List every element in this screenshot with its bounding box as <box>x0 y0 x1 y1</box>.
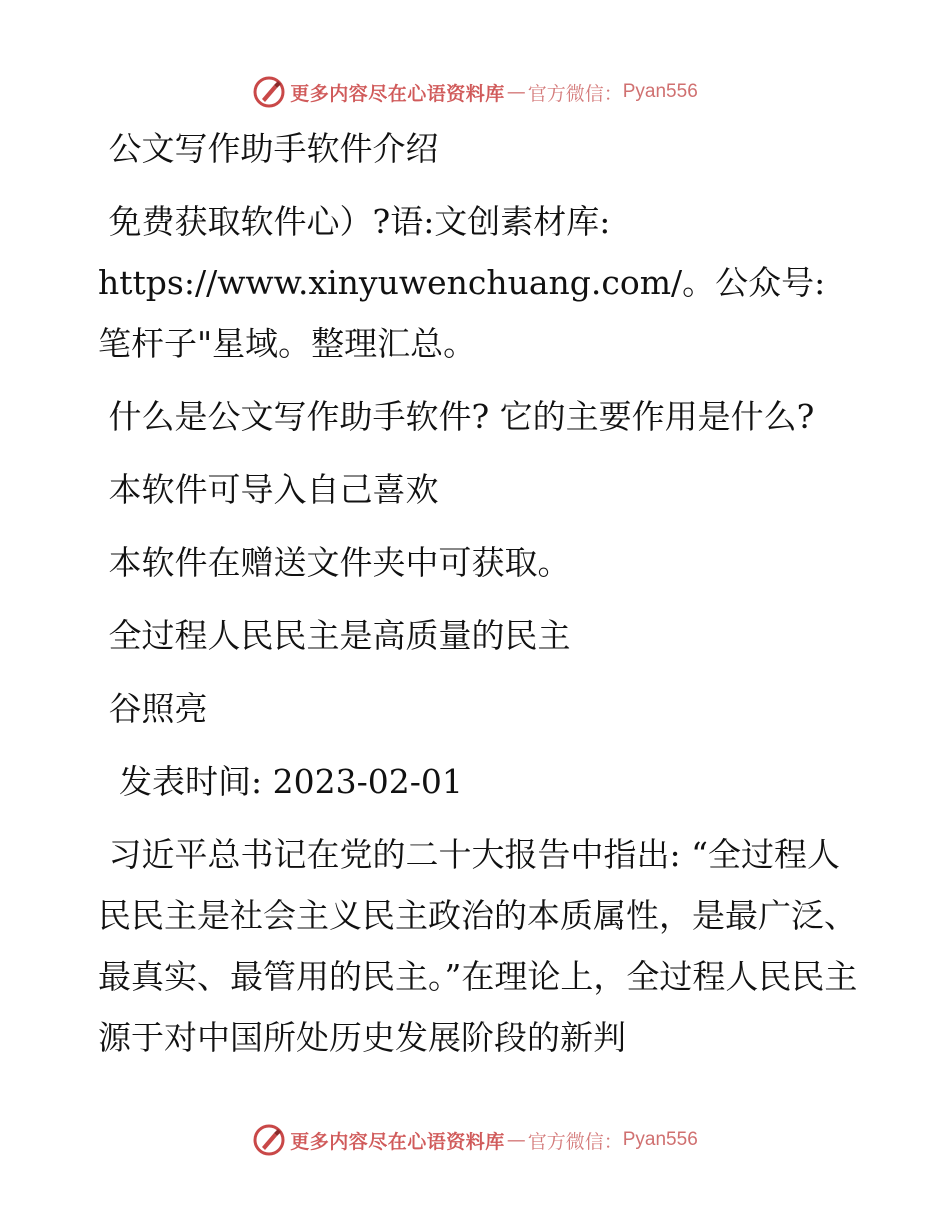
paragraph-question: 什么是公文写作助手软件? 它的主要作用是什么? <box>98 397 815 436</box>
banner-wechat-id: Pyan556 <box>622 1129 698 1150</box>
pen-logo-icon <box>252 75 286 109</box>
banner-dash: — <box>506 1129 526 1151</box>
banner-wechat-label: 官方微信： <box>527 1130 623 1153</box>
article-body-paragraph: 习近平总书记在党的二十大报告中指出: “全过程人民民主是社会主义民主政治的本质属性，是最广泛、最真实、最管用的民主。”在理论上，全过程人民民主源于对中国所处历史发展阶段的新判 <box>98 835 858 1057</box>
paragraph-software-source: 免费获取软件心）?语:文创素材库: https://www.xinyuwenchuang.com/。公众号: 笔杆子"星域。整理汇总。 <box>98 202 836 363</box>
banner-wechat-label: 官方微信： <box>527 82 623 105</box>
article-date: 发表时间: 2023-02-01 <box>98 762 463 801</box>
footer-watermark-banner <box>0 1120 950 1160</box>
doc-title: 公文写作助手软件介绍 <box>98 129 439 168</box>
paragraph-import: 本软件可导入自己喜欢 <box>98 470 439 509</box>
header-watermark-banner <box>0 72 950 112</box>
pen-logo-icon <box>252 1123 286 1157</box>
article-author: 谷照亮 <box>98 689 208 728</box>
article-title: 全过程人民民主是高质量的民主 <box>98 616 571 655</box>
banner-site-text: 更多内容尽在心语资料库 <box>290 82 505 105</box>
banner-dash: — <box>506 81 526 103</box>
paragraph-folder: 本软件在赠送文件夹中可获取。 <box>98 543 571 582</box>
document-body <box>98 118 858 1068</box>
banner-site-text: 更多内容尽在心语资料库 <box>290 1130 505 1153</box>
banner-wechat-id: Pyan556 <box>622 81 698 102</box>
